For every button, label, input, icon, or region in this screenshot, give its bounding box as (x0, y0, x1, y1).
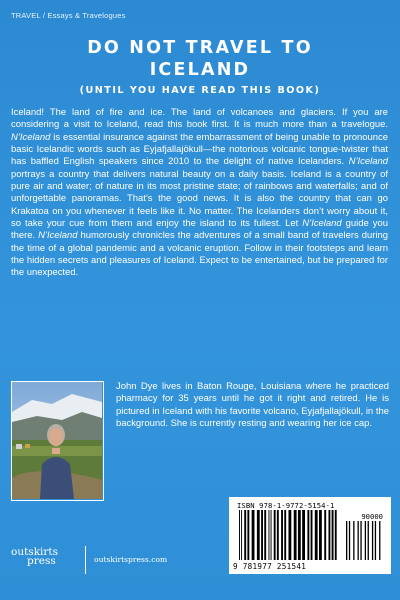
book-title-italic: N’Iceland (38, 230, 78, 242)
barcode-bar (252, 510, 255, 560)
price-code-text: 90000 (361, 512, 383, 521)
book-title (0, 37, 400, 81)
barcode-bar (281, 510, 283, 560)
title-line-2: ICELAND (149, 60, 251, 80)
description-text: guide you there. (11, 218, 389, 242)
barcode-bar (311, 510, 313, 560)
barcode-bar (298, 510, 301, 560)
description-text: portrays a country that delivers natural beauty on a daily basis. Iceland is a country of pure air and water; of nature in its most pristine state; of rainbows and waterfalls; and of unforgettable panoramas. That’s the good news. It is also the country that can go Krakatoa on you whenever it feels like it. No matter. The Icelanders don’t worry about it, so take your cue from them and enjoy the island to its fullest. Let (11, 168, 388, 230)
addon-barcode-bar (365, 521, 366, 560)
addon-barcode-bar (375, 521, 376, 560)
book-title-italic: N’Iceland (348, 156, 388, 168)
author-photo-image (12, 382, 102, 499)
description-text: Iceland! The land of fire and ice. The land of volcanoes and glaciers. If you are considering a visit to Iceland, read this book first. It is much more than a travelogue. (11, 107, 388, 131)
barcode-bar (239, 510, 240, 560)
barcode-bar (274, 510, 276, 560)
publisher-logo-line-2: press (27, 555, 56, 567)
addon-barcode-bar (346, 521, 347, 560)
barcode-bar (257, 510, 260, 560)
addon-barcode-bar (349, 521, 350, 560)
author-photo (11, 381, 104, 501)
barcode-bar (307, 510, 309, 560)
title-line-1: DO NOT TRAVEL TO (87, 38, 313, 58)
addon-barcode-bar (379, 521, 380, 560)
barcode-bar (244, 510, 246, 560)
publisher-divider (85, 546, 86, 574)
publisher-logo-line-1: outskirts (11, 546, 59, 558)
barcode-bar (261, 510, 263, 560)
barcode-bar (294, 510, 297, 560)
barcode-bar (315, 510, 318, 560)
book-title-italic: N’Iceland (11, 131, 51, 143)
barcode-bar (247, 510, 249, 560)
addon-barcode-bar (368, 521, 369, 560)
barcode-bar (271, 510, 272, 560)
book-description (11, 107, 388, 280)
barcode-bar (264, 510, 266, 560)
barcode-bar (332, 510, 334, 560)
barcode-bar (288, 510, 291, 560)
publisher-block (11, 546, 221, 576)
barcode-bar (241, 510, 242, 560)
ean-digits-text: 9 781977 251541 (233, 562, 307, 571)
description-text: is essential insurance against the embarrassment of being unable to pronounce basic Icelandic words such as Eyjafjallajökull—the notorious volcanic tongue-twister that has baffled English speakers since 2010 to the delight of native Icelanders. (11, 131, 388, 168)
barcode-bar (268, 510, 269, 560)
isbn-text: ISBN 978-1-9772-5154-1 (237, 501, 335, 510)
description-text: humorously chronicles the adventures of a small band of travelers during the time of a global pandemic and a volcanic eruption. Follow in their footsteps and learn the hidden secrets and pleasures of Iceland. Expect to be entertained, but be prepared for the unexpected. (11, 230, 388, 279)
author-bio: John Dye lives in Baton Rouge, Louisiana where he practiced pharmacy for 35 years until he got it right and retired. He is pictured in Iceland with his favorite volcano, Eyjafjallajökull, in the background. She is currently resting and wearing her ice cap. (116, 381, 389, 430)
barcode-bar (284, 510, 286, 560)
barcode-bar (328, 510, 330, 560)
addon-barcode-bar (353, 521, 354, 560)
addon-barcode-bar (372, 521, 373, 560)
addon-barcode-bar (358, 521, 359, 560)
category-label: TRAVEL / Essays & Travelogues (11, 11, 126, 20)
barcode-bar (335, 510, 337, 560)
book-subtitle: (UNTIL YOU HAVE READ THIS BOOK) (79, 85, 321, 96)
barcode-block (229, 497, 391, 574)
barcode-bar (277, 510, 279, 560)
barcode-bar (319, 510, 322, 560)
book-title-italic: N’Iceland (302, 218, 342, 230)
publisher-url: outskirtspress.com (94, 555, 168, 564)
addon-barcode-bar (360, 521, 361, 560)
barcode-bar (302, 510, 305, 560)
barcode-bar (324, 510, 326, 560)
publisher-logo (11, 548, 58, 566)
